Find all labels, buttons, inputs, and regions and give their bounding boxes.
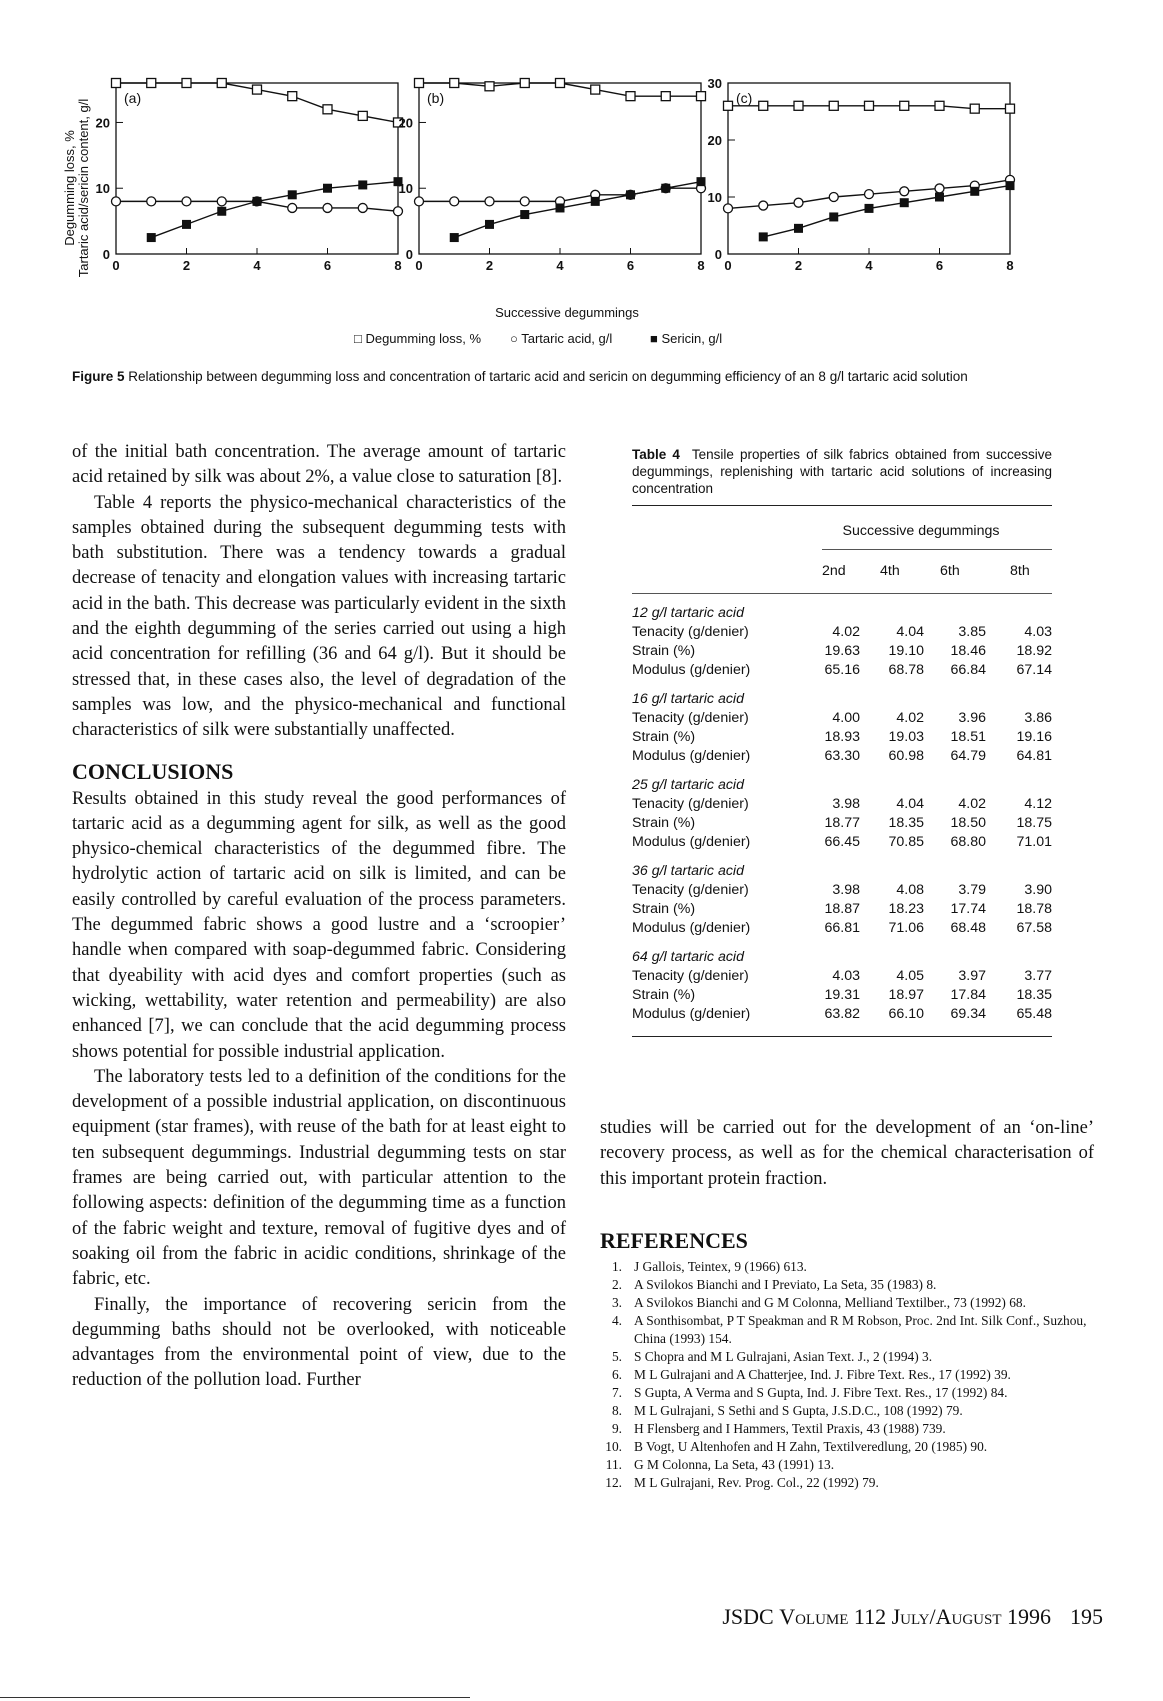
reference-item — [600, 1420, 1100, 1438]
point-degumming-loss — [591, 85, 600, 94]
reference-item — [600, 1258, 1100, 1276]
reference-number: 7. — [611, 1385, 622, 1400]
y-tick-label: 10 — [398, 181, 413, 197]
point-degumming-loss — [288, 92, 297, 101]
table-row — [632, 747, 1052, 766]
reference-text: J Gallois, Teintex, 9 (1966) 613. — [634, 1259, 807, 1274]
table-cell: 4.04 — [896, 796, 924, 812]
legend-sericin: ■ Sericin, g/l — [650, 331, 723, 346]
table-cell: 66.45 — [824, 834, 860, 850]
panel-frame — [116, 83, 398, 254]
table-cell: 4.05 — [896, 968, 924, 984]
table-cell: 63.82 — [824, 1006, 860, 1022]
paragraph-5: Finally, the importance of recovering sericin from the degumming baths should not be overlooked, with noticeable advantages from the environmental point of view, due to the reduction of the pollution load. Further — [72, 1294, 566, 1391]
legend-tartaric-acid: ○ Tartaric acid, g/l — [510, 331, 613, 346]
point-tartaric-acid — [323, 203, 332, 212]
tensile-table — [632, 506, 1052, 1037]
x-tick-label: 2 — [485, 258, 494, 273]
reference-item — [600, 1474, 1100, 1492]
row-label: Modulus (g/denier) — [632, 748, 751, 764]
paragraph-3: Results obtained in this study reveal the good performances of tartaric acid as a degumming agent for silk, as well as the good physico-chemical characteristics of the degummed fibre. The hydrolytic action of tartaric acid on silk is limited, and can be easily controlled by careful evaluation of the process parameters. The degummed fabric shows a good lustre and a ‘scroopier’ handle when compared with soap-degummed fabric. Considering that dyeability with acid dyes and comfort properties (such as wicking, wettability, water retention and permeability) are also enhanced [7], we can conclude that the acid degumming process shows potential for possible industrial application. — [72, 788, 566, 1062]
table-cell: 4.04 — [896, 624, 924, 640]
table-cell: 18.92 — [1016, 643, 1052, 659]
bottom-rule — [0, 1697, 470, 1698]
row-label: Strain (%) — [632, 815, 696, 831]
table-cell: 3.98 — [832, 796, 860, 812]
reference-number: 12. — [605, 1475, 622, 1490]
table-cell: 19.03 — [888, 729, 924, 745]
point-sericin — [759, 233, 767, 241]
x-tick-label: 6 — [323, 258, 332, 273]
table-row — [632, 623, 1052, 642]
table-cell: 71.06 — [888, 920, 924, 936]
reference-text: S Chopra and M L Gulrajani, Asian Text. J., 2 (1994) 3. — [634, 1349, 933, 1364]
reference-item — [600, 1312, 1100, 1348]
point-degumming-loss — [661, 92, 670, 101]
x-tick-label: 8 — [697, 258, 705, 273]
point-sericin — [627, 191, 635, 199]
point-degumming-loss — [865, 101, 874, 110]
table-cell: 19.31 — [824, 987, 860, 1003]
y-tick-label: 0 — [102, 247, 110, 262]
point-tartaric-acid — [147, 197, 156, 206]
table-row — [632, 967, 1052, 986]
reference-list — [600, 1258, 1100, 1492]
reference-text: A Sonthisombat, P T Speakman and R M Robson, Proc. 2nd Int. Silk Conf., Suzhou, China (1993) 154. — [634, 1313, 1087, 1346]
reference-text: B Vogt, U Altenhofen and H Zahn, Textilveredlung, 20 (1985) 90. — [634, 1439, 988, 1454]
y-tick-label: 0 — [714, 247, 722, 262]
paragraph-continued: studies will be carried out for the development of an ‘on-line’ recovery process, as well as for the chemical characterisation of this important protein fraction. — [600, 1118, 1094, 1189]
x-tick-label: 8 — [1006, 258, 1014, 273]
x-tick-label: 6 — [935, 258, 944, 273]
table-cell: 18.23 — [888, 901, 924, 917]
x-tick-label: 4 — [865, 258, 873, 273]
point-degumming-loss — [626, 92, 635, 101]
point-tartaric-acid — [520, 197, 529, 206]
point-tartaric-acid — [900, 187, 909, 196]
table-row — [632, 986, 1052, 1005]
table-cell: 63.30 — [824, 748, 860, 764]
table-row — [632, 709, 1052, 728]
point-tartaric-acid — [759, 201, 768, 210]
table-cell: 18.35 — [888, 815, 924, 831]
column-header-6th: 6th — [940, 563, 960, 579]
reference-number: 1. — [611, 1259, 622, 1274]
point-tartaric-acid — [724, 204, 733, 213]
table-cell: 68.80 — [950, 834, 986, 850]
y-tick-label: 20 — [398, 115, 413, 131]
table-cell: 18.93 — [824, 729, 860, 745]
y-tick-label: 20 — [707, 133, 722, 148]
table-cell: 4.02 — [832, 624, 860, 640]
panel-label: (c) — [736, 90, 753, 106]
row-label: Modulus (g/denier) — [632, 920, 751, 936]
table-cell: 4.02 — [958, 796, 986, 812]
point-degumming-loss — [829, 101, 838, 110]
table-group-title: 25 g/l tartaric acid — [632, 777, 744, 793]
point-degumming-loss — [450, 79, 459, 88]
page-number: 195 — [1070, 1604, 1103, 1629]
point-sericin — [486, 220, 494, 228]
y-tick-label: 30 — [707, 76, 722, 91]
point-degumming-loss — [794, 101, 803, 110]
row-label: Tenacity (g/denier) — [632, 968, 749, 984]
table-row — [632, 881, 1052, 900]
table-cell: 3.79 — [958, 882, 986, 898]
point-sericin — [218, 207, 226, 215]
table-cell: 18.35 — [1016, 987, 1052, 1003]
table-cell: 67.14 — [1016, 662, 1052, 678]
table-caption-label: Table 4 — [632, 447, 680, 462]
reference-item — [600, 1456, 1100, 1474]
point-degumming-loss — [253, 85, 262, 94]
reference-text: G M Colonna, La Seta, 43 (1991) 13. — [634, 1457, 835, 1472]
table-row — [632, 642, 1052, 661]
point-degumming-loss — [182, 79, 191, 88]
table-cell: 4.03 — [1024, 624, 1052, 640]
point-degumming-loss — [485, 82, 494, 91]
column-header-4th: 4th — [880, 563, 900, 579]
row-label: Strain (%) — [632, 729, 696, 745]
point-degumming-loss — [112, 79, 121, 88]
reference-text: M L Gulrajani and A Chatterjee, Ind. J. Fibre Text. Res., 17 (1992) 39. — [634, 1367, 1011, 1382]
y-tick-label: 10 — [707, 190, 722, 205]
point-degumming-loss — [759, 101, 768, 110]
point-sericin — [556, 204, 564, 212]
point-sericin — [795, 224, 803, 232]
table-row — [632, 900, 1052, 919]
table-cell: 18.97 — [888, 987, 924, 1003]
chart-panel — [399, 79, 706, 274]
table-cell: 3.77 — [1024, 968, 1052, 984]
left-column — [72, 440, 566, 1394]
row-label: Tenacity (g/denier) — [632, 624, 749, 640]
table-cell: 71.01 — [1016, 834, 1052, 850]
table-cell: 65.16 — [824, 662, 860, 678]
reference-text: A Svilokos Bianchi and G M Colonna, Melliand Textilber., 73 (1992) 68. — [634, 1295, 1026, 1310]
panel-frame — [419, 83, 701, 254]
y-axis-label-1: Degumming loss, % — [62, 130, 77, 246]
references — [600, 1228, 1100, 1492]
point-degumming-loss — [697, 92, 706, 101]
reference-item — [600, 1276, 1100, 1294]
reference-item — [600, 1384, 1100, 1402]
table-cell: 19.10 — [888, 643, 924, 659]
point-tartaric-acid — [485, 197, 494, 206]
table-cell: 3.90 — [1024, 882, 1052, 898]
point-degumming-loss — [935, 101, 944, 110]
table-cell: 17.84 — [950, 987, 986, 1003]
table-cell: 18.46 — [950, 643, 986, 659]
reference-number: 9. — [611, 1421, 622, 1436]
chart-panel — [708, 76, 1015, 273]
volume-word: Volume — [779, 1604, 849, 1629]
conclusions-heading: CONCLUSIONS — [72, 758, 234, 784]
table-cell: 70.85 — [888, 834, 924, 850]
table-group-title: 16 g/l tartaric acid — [632, 691, 744, 707]
reference-number: 10. — [605, 1439, 622, 1454]
chart-panel — [96, 79, 403, 274]
x-tick-label: 0 — [724, 258, 732, 273]
point-tartaric-acid — [112, 197, 121, 206]
table-group-title: 36 g/l tartaric acid — [632, 863, 744, 879]
point-sericin — [1006, 182, 1014, 190]
y-axis-label-2: Tartaric acid/sericin content, g/l — [76, 98, 91, 278]
table-cell: 4.03 — [832, 968, 860, 984]
paragraph-2: Table 4 reports the physico-mechanical characteristics of the samples obtained during the subsequent degumming tests with bath substitution. There was a tendency towards a gradual decrease of tenacity and elongation values with increasing tartaric acid in the bath. This decrease was particularly evident in the sixth and the eighth degumming of the series carried out using a high acid concentration for refilling (36 and 64 g/l). But it should be stressed that, in these cases also, the level of degradation of the samples was low, and the physico-mechanical and functional characteristics of silk were substantially unaffected. — [72, 492, 566, 741]
table-cell: 18.87 — [824, 901, 860, 917]
x-tick-label: 8 — [394, 258, 402, 273]
table-row — [632, 795, 1052, 814]
point-degumming-loss — [970, 104, 979, 113]
table-cell: 68.78 — [888, 662, 924, 678]
row-label: Strain (%) — [632, 643, 696, 659]
table-group-title: 12 g/l tartaric acid — [632, 605, 744, 621]
point-sericin — [936, 193, 944, 201]
table-cell: 18.77 — [824, 815, 860, 831]
paragraph-4: The laboratory tests led to a definition of the conditions for the development of a possible industrial application, on discontinuous equipment (star frames), with reuse of the bath for at least eight to ten subsequent degummings. Industrial degumming tests on star frames are being carried out, with particular attention to the following aspects: definition of the degumming time as a function of the fabric weight and texture, removal of fugitive dyes and of soaking oil from the fabric in acidic conditions, shrinkage of the fabric, etc. — [72, 1066, 566, 1290]
point-degumming-loss — [415, 79, 424, 88]
point-tartaric-acid — [829, 193, 838, 202]
table-caption — [632, 446, 1052, 497]
column-header-8th: 8th — [1010, 563, 1030, 579]
column-header-2nd: 2nd — [822, 563, 846, 579]
table-caption-text: Tensile properties of silk fabrics obtained from successive degummings, replenishing with tartaric acid solutions of increasing concentration — [632, 447, 1052, 496]
reference-item — [600, 1438, 1100, 1456]
reference-number: 2. — [611, 1277, 622, 1292]
point-degumming-loss — [323, 105, 332, 114]
point-degumming-loss — [1006, 104, 1015, 113]
table-row — [632, 1005, 1052, 1024]
point-sericin — [900, 199, 908, 207]
journal-name: JSDC — [722, 1604, 774, 1629]
row-label: Tenacity (g/denier) — [632, 796, 749, 812]
reference-number: 5. — [611, 1349, 622, 1364]
reference-number: 11. — [605, 1457, 622, 1472]
point-degumming-loss — [147, 79, 156, 88]
point-tartaric-acid — [358, 203, 367, 212]
table-cell: 4.02 — [896, 710, 924, 726]
reference-number: 4. — [611, 1313, 622, 1328]
table-cell: 64.79 — [950, 748, 986, 764]
table-cell: 4.12 — [1024, 796, 1052, 812]
table-cell: 3.97 — [958, 968, 986, 984]
table-cell: 19.63 — [824, 643, 860, 659]
point-sericin — [662, 184, 670, 192]
point-tartaric-acid — [794, 198, 803, 207]
x-tick-label: 2 — [794, 258, 803, 273]
table-cell: 17.74 — [950, 901, 986, 917]
point-tartaric-acid — [394, 207, 403, 216]
references-heading: REFERENCES — [600, 1228, 748, 1253]
table-row — [632, 833, 1052, 852]
y-tick-label: 20 — [95, 115, 110, 131]
panel-label: (a) — [124, 90, 142, 106]
table-cell: 66.81 — [824, 920, 860, 936]
year: 1996 — [1007, 1604, 1051, 1629]
table-row — [632, 814, 1052, 833]
table-cell: 18.50 — [950, 815, 986, 831]
table-cell: 18.51 — [950, 729, 986, 745]
table-cell: 18.78 — [1016, 901, 1052, 917]
point-tartaric-acid — [935, 184, 944, 193]
table-cell: 66.84 — [950, 662, 986, 678]
row-label: Strain (%) — [632, 987, 696, 1003]
table-cell: 3.98 — [832, 882, 860, 898]
figure-5 — [62, 70, 1082, 360]
point-degumming-loss — [358, 111, 367, 120]
table-cell: 3.86 — [1024, 710, 1052, 726]
x-tick-label: 2 — [182, 258, 191, 273]
table-group-title: 64 g/l tartaric acid — [632, 949, 744, 965]
page-footer — [722, 1604, 1103, 1630]
point-degumming-loss — [724, 101, 733, 110]
reference-text: M L Gulrajani, Rev. Prog. Col., 22 (1992) 79. — [634, 1475, 879, 1490]
table-cell: 3.85 — [958, 624, 986, 640]
paragraph-1: of the initial bath concentration. The average amount of tartaric acid retained by silk was about 2%, a value close to saturation [8]. — [72, 442, 566, 488]
row-label: Modulus (g/denier) — [632, 662, 751, 678]
point-degumming-loss — [900, 101, 909, 110]
volume-number: 112 — [853, 1604, 887, 1629]
point-degumming-loss — [556, 79, 565, 88]
x-axis-label: Successive degummings — [495, 305, 639, 320]
row-label: Tenacity (g/denier) — [632, 710, 749, 726]
table-cell: 60.98 — [888, 748, 924, 764]
point-degumming-loss — [217, 79, 226, 88]
issue: July/August — [891, 1604, 1002, 1629]
point-sericin — [288, 191, 296, 199]
table-cell: 64.81 — [1016, 748, 1052, 764]
x-tick-label: 6 — [626, 258, 635, 273]
reference-item — [600, 1348, 1100, 1366]
point-sericin — [865, 204, 873, 212]
table-cell: 18.75 — [1016, 815, 1052, 831]
point-degumming-loss — [520, 79, 529, 88]
point-sericin — [521, 211, 529, 219]
reference-number: 6. — [611, 1367, 622, 1382]
table-cell: 67.58 — [1016, 920, 1052, 936]
reference-text: S Gupta, A Verma and S Gupta, Ind. J. Fibre Text. Res., 17 (1992) 84. — [634, 1385, 1008, 1400]
point-tartaric-acid — [865, 190, 874, 199]
x-tick-label: 4 — [556, 258, 564, 273]
table-cell: 66.10 — [888, 1006, 924, 1022]
table-cell: 65.48 — [1016, 1006, 1052, 1022]
point-tartaric-acid — [182, 197, 191, 206]
point-sericin — [324, 184, 332, 192]
table-row — [632, 919, 1052, 938]
point-sericin — [697, 178, 705, 186]
table-cell: 19.16 — [1016, 729, 1052, 745]
table-spanner: Successive degummings — [842, 523, 1000, 539]
table-row — [632, 728, 1052, 747]
legend-degumming-loss: □ Degumming loss, % — [354, 331, 482, 346]
right-column — [600, 1116, 1094, 1192]
point-sericin — [830, 213, 838, 221]
reference-text: H Flensberg and I Hammers, Textil Praxis, 43 (1988) 739. — [634, 1421, 946, 1436]
point-sericin — [147, 234, 155, 242]
point-sericin — [450, 234, 458, 242]
reference-item — [600, 1294, 1100, 1312]
x-tick-label: 0 — [112, 258, 120, 273]
point-sericin — [971, 187, 979, 195]
reference-number: 8. — [611, 1403, 622, 1418]
point-sericin — [253, 197, 261, 205]
point-tartaric-acid — [217, 197, 226, 206]
panel-label: (b) — [427, 90, 445, 106]
reference-item — [600, 1402, 1100, 1420]
reference-text: M L Gulrajani, S Sethi and S Gupta, J.S.D.C., 108 (1992) 79. — [634, 1403, 963, 1418]
row-label: Strain (%) — [632, 901, 696, 917]
point-sericin — [591, 197, 599, 205]
table-4 — [632, 446, 1052, 1037]
reference-text: A Svilokos Bianchi and I Previato, La Seta, 35 (1983) 8. — [634, 1277, 937, 1292]
point-tartaric-acid — [288, 203, 297, 212]
table-cell: 4.00 — [832, 710, 860, 726]
figure-caption — [72, 368, 1102, 386]
y-tick-label: 0 — [405, 247, 413, 262]
x-tick-label: 0 — [415, 258, 423, 273]
table-cell: 4.08 — [896, 882, 924, 898]
point-sericin — [183, 220, 191, 228]
reference-item — [600, 1366, 1100, 1384]
row-label: Modulus (g/denier) — [632, 834, 751, 850]
y-tick-label: 10 — [95, 181, 110, 197]
table-cell: 68.48 — [950, 920, 986, 936]
reference-number: 3. — [611, 1295, 622, 1310]
row-label: Tenacity (g/denier) — [632, 882, 749, 898]
point-sericin — [359, 181, 367, 189]
figure-caption-text: Relationship between degumming loss and concentration of tartaric acid and sericin on degumming efficiency of an 8 g/l tartaric acid solution — [128, 369, 968, 384]
point-tartaric-acid — [450, 197, 459, 206]
table-row — [632, 661, 1052, 680]
x-tick-label: 4 — [253, 258, 261, 273]
table-cell: 69.34 — [950, 1006, 986, 1022]
row-label: Modulus (g/denier) — [632, 1006, 751, 1022]
figure-caption-label: Figure 5 — [72, 369, 125, 384]
point-tartaric-acid — [415, 197, 424, 206]
table-cell: 3.96 — [958, 710, 986, 726]
